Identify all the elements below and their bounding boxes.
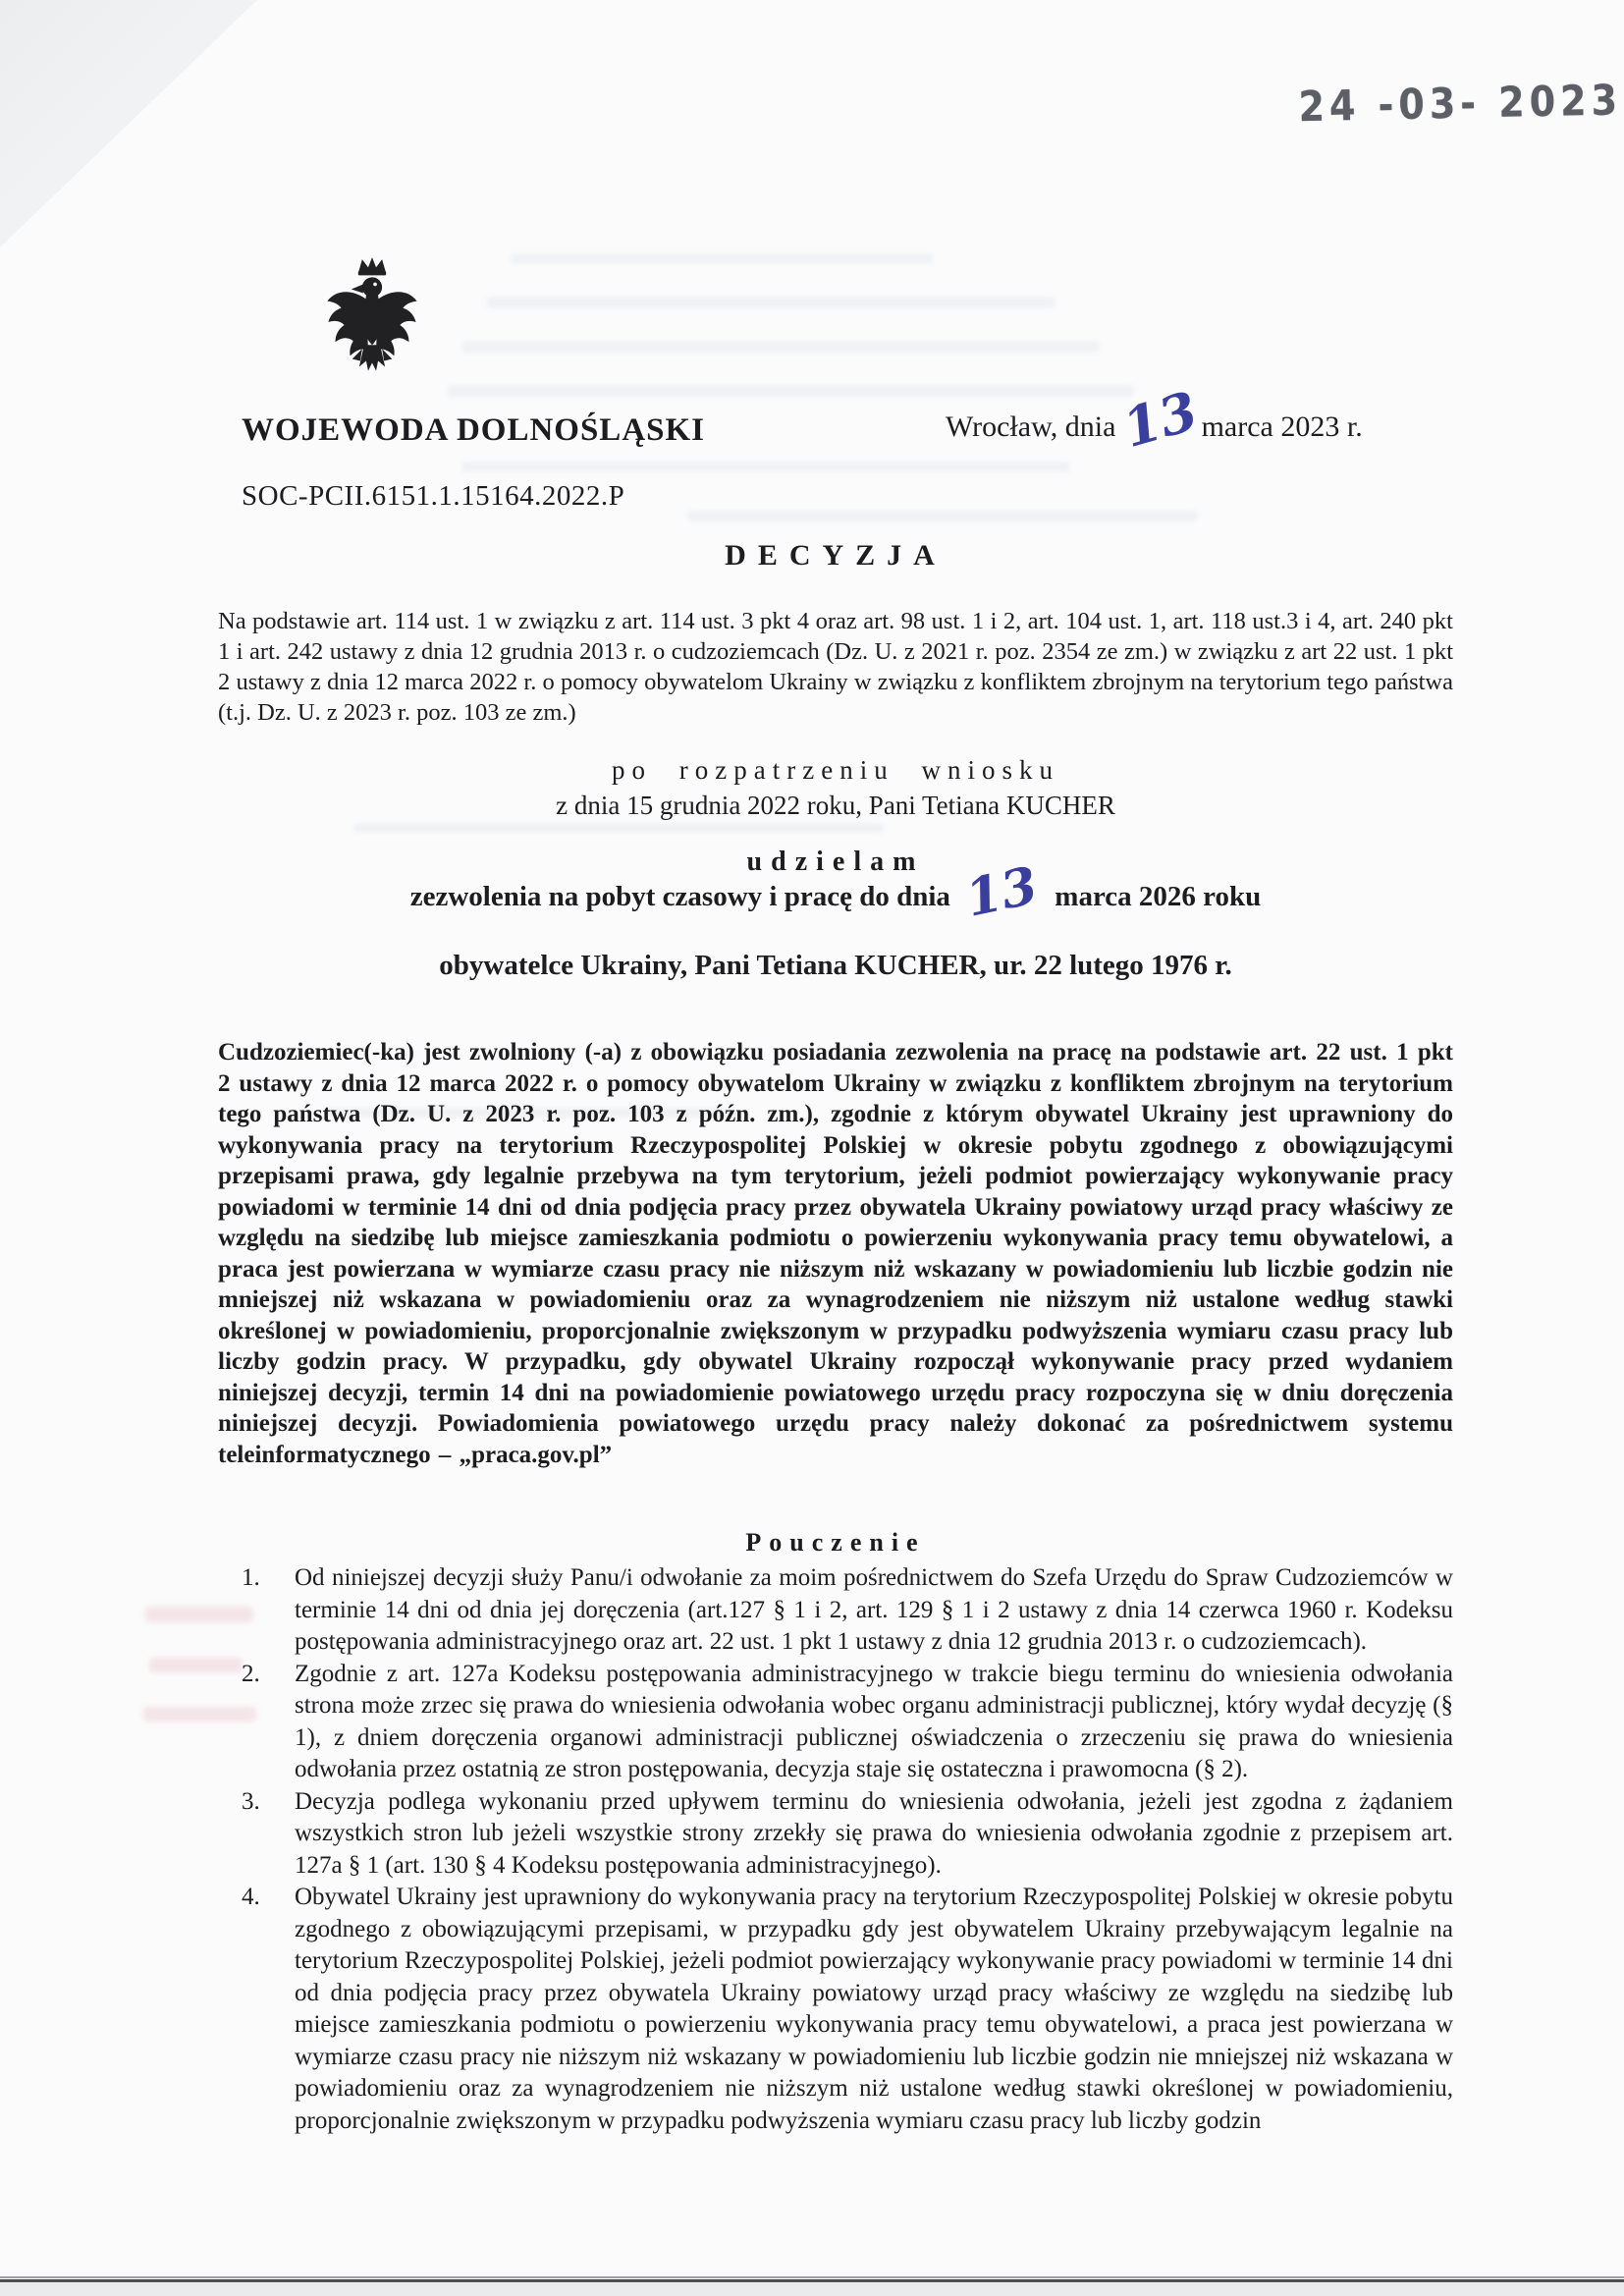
show-through-artifact — [461, 341, 1100, 353]
show-through-artifact — [447, 385, 1134, 397]
grant-line-suffix: marca 2026 roku — [1055, 881, 1262, 912]
item-number: 4. — [242, 1884, 260, 1910]
application-line: z dnia 15 grudnia 2022 roku, Pani Tetiana KUCHER — [556, 791, 1115, 820]
instruction-heading: Pouczenie — [745, 1528, 926, 1557]
item-text: Obywatel Ukrainy jest uprawniony do wykonywania pracy na terytorium Rzeczypospolitej Polskiej w okresie pobytu zgodnego z obowiązującymi przepisami, w przypadku gdy jest obywatelem Ukrainy przebywającym legalnie na terytorium Rzeczypospolitej Polskiej, jeżeli podmiot powierzający wykonywanie pracy powiadomi w terminie 14 dni od dnia podjęcia pracy przez obywatela Ukrainy powiatowy urząd pracy właściwy ze względu na siedzibę lub miejsce zamieszkania podmiotu o powierzeniu wykonywania pracy temu obywatelowi, a praca jest powierzana w wymiarze czasu pracy nie niższym niż wskazany w powiadomieniu lub liczbie godzin nie mniejszej niż wskazana w powiadomieniu oraz za wynagrodzeniem nie niższym niż ustalone według stawki określonej w powiadomieniu, proporcjonalnie zwiększonym w przypadku podwyższenia wymiaru czasu pracy lub liczby godzin — [295, 1884, 1453, 2134]
instruction-item — [242, 1786, 1453, 1883]
after-review-line: po rozpatrzeniu wniosku — [612, 755, 1059, 785]
grant-line-prefix: zezwolenia na pobyt czasowy i pracę do dnia — [409, 881, 950, 912]
show-through-artifact — [486, 297, 1056, 308]
show-through-artifact — [353, 823, 884, 833]
instruction-item — [242, 1562, 1453, 1659]
grant-word: udzielam — [746, 847, 925, 877]
show-through-artifact — [145, 1607, 253, 1622]
authority-name: WOJEWODA DOLNOŚLĄSKI — [242, 412, 706, 448]
work-exemption-paragraph: Cudzoziemiec(-ka) jest zwolniony (-a) z obowiązku posiadania zezwolenia na pracę na podstawie art. 22 ust. 1 pkt 2 ustawy z dnia 12 marca 2022 r. o pomocy obywatelom Ukrainy w związku z konfliktem zbrojnym na terytorium tego państwa (Dz. U. z 2023 r. poz. 103 z późn. zm.), zgodnie z którym obywatel Ukrainy jest uprawniony do wykonywania pracy na terytorium Rzeczypospolitej Polskiej w okresie pobytu zgodnego z obowiązującymi przepisami prawa, gdy legalnie przebywa na tym terytorium, jeżeli podmiot powierzający wykonywanie pracy powiadomi w terminie 14 dni od dnia podjęcia pracy przez obywatela Ukrainy powiatowy urząd pracy właściwy ze względu na siedzibę lub miejsce zamieszkania podmiotu o powierzeniu wykonywania pracy temu obywatelowi, a praca jest powierzana w wymiarze czasu pracy nie niższym niż wskazany w powiadomieniu lub liczbie godzin nie mniejszej niż wskazana w powiadomieniu oraz za wynagrodzeniem nie niższym niż ustalone według stawki określonej w powiadomieniu, proporcjonalnie zwiększonym w przypadku podwyższenia wymiaru czasu pracy lub liczby godzin pracy. W przypadku, gdy obywatel Ukrainy rozpoczął wykonywanie pracy przed wydaniem niniejszej decyzji, termin 14 dni na powiadomienie powiatowego urzędu pracy rozpoczyna się w dniu doręczenia niniejszej decyzji. Powiadomienia powiatowego urzędu pracy należy dokonać za pośrednictwem systemu teleinformatycznego – „praca.gov.pl” — [218, 1039, 1453, 1468]
item-number: 3. — [242, 1787, 260, 1815]
handwritten-day: 13 — [960, 855, 1043, 929]
item-number: 1. — [242, 1564, 260, 1591]
item-text: Decyzja podlega wykonaniu przed upływem terminu do wniesienia odwołania, jeżeli jest zgodna z żądaniem wszystkich stron lub jeżeli wszystkie strony zrzekły się prawa do wniesienia odwołania zgodnie z przepisem art. 127a § 1 (art. 130 § 4 Kodeksu postępowania administracyjnego). — [295, 1787, 1453, 1879]
show-through-artifact — [143, 1707, 256, 1722]
instruction-item — [242, 1659, 1453, 1786]
show-through-artifact — [687, 511, 1198, 521]
instruction-item — [242, 1882, 1453, 2137]
show-through-artifact — [461, 462, 1070, 472]
place-date-line — [946, 378, 1363, 461]
legal-basis-paragraph: Na podstawie art. 114 ust. 1 w związku z art. 114 ust. 3 pkt 4 oraz art. 98 ust. 1 i 2, art. 104 ust. 1, art. 118 ust.3 i 4, art. 240 pkt 1 i art. 242 ustawy z dnia 12 grudnia 2013 r. o cudzoziemcach (Dz. U. z 2021 r. poz. 2354 ze zm.) w związku z art 22 ust. 1 pkt 2 ustawy z dnia 12 marca 2022 r. o pomocy obywatelom Ukrainy w związku z konfliktem zbrojnym na terytorium tego państwa (t.j. Dz. U. z 2023 r. poz. 103 ze zm.) — [218, 608, 1453, 726]
page-corner-fold — [0, 0, 257, 247]
place-date-prefix: Wrocław, dnia — [946, 410, 1116, 443]
handwritten-day: 13 — [1116, 378, 1205, 461]
show-through-artifact — [149, 1658, 243, 1672]
item-text: Zgodnie z art. 127a Kodeksu postępowania administracyjnego w trakcie biegu terminu do wniesienia odwołania strona może zrzec się prawa do wniesienia odwołania wobec organu administracji publicznej, który wydał decyzję (§ 1), z dniem doręczenia organowi administracji publicznej oświadczenia o zrzeczeniu się prawa do wniesienia odwołania przez ostatnią ze stron postępowania, decyzja staje się ostateczna i prawomocna (§ 2). — [295, 1660, 1453, 1782]
reference-number: SOC-PCII.6151.1.15164.2022.P — [242, 480, 625, 512]
show-through-artifact — [511, 253, 933, 264]
scan-edge-line — [0, 2282, 1624, 2296]
received-date-stamp: 24 -03- 2023 — [1298, 76, 1623, 132]
beneficiary-line: obywatelce Ukrainy, Pani Tetiana KUCHER, ur. 22 lutego 1976 r. — [439, 950, 1232, 981]
instruction-list — [242, 1562, 1453, 2137]
decision-title: DECYZJA — [725, 539, 947, 572]
polish-eagle-emblem-icon — [321, 251, 423, 401]
item-number: 2. — [242, 1660, 260, 1687]
item-text: Od niniejszej decyzji służy Panu/i odwołanie za moim pośrednictwem do Szefa Urzędu do Spraw Cudzoziemców w terminie 14 dni od dnia jej doręczenia (art.127 § 1 i 2, art. 129 § 1 i 2 ustawy z dnia 14 czerwca 1960 r. Kodeksu postępowania administracyjnego oraz art. 22 ust. 1 pkt 1 ustawy z dnia 12 grudnia 2013 r. o cudzoziemcach). — [295, 1564, 1453, 1655]
place-date-suffix: marca 2023 r. — [1201, 410, 1363, 443]
